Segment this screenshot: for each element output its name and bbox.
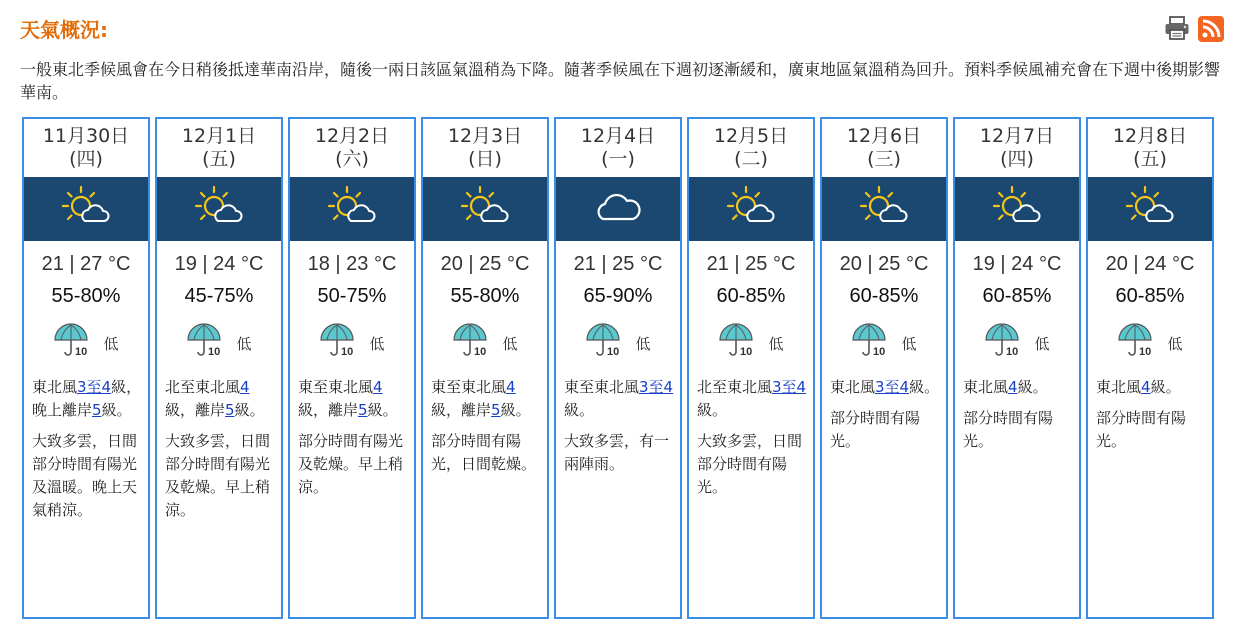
weather-icon-band — [822, 177, 946, 241]
date-label: 12月1日 — [181, 125, 257, 147]
wind-text: 級。 — [909, 378, 940, 396]
cloudy-icon — [591, 187, 645, 231]
weather-description: 部分時間有陽光。 — [1096, 409, 1187, 450]
umbrella-icon — [585, 322, 629, 362]
weekday-label: (日) — [468, 148, 502, 170]
weekday-label: (二) — [734, 148, 768, 170]
forecast-day — [554, 117, 682, 619]
date-label: 12月7日 — [979, 125, 1055, 147]
umbrella-icon — [186, 322, 230, 362]
humidity-range: 60-85% — [1115, 285, 1185, 307]
wind-forecast — [1088, 376, 1212, 399]
date-label: 12月3日 — [447, 125, 523, 147]
forecast-date — [423, 119, 547, 177]
weather-icon-band — [24, 177, 148, 241]
forecast-day — [22, 117, 150, 619]
sunny-periods-icon — [61, 185, 111, 233]
wind-force-link[interactable]: 5 — [92, 401, 102, 419]
svg-text:10: 10 — [1006, 346, 1019, 358]
weekday-label: (五) — [1133, 148, 1167, 170]
uv-level-label: 低 — [502, 334, 518, 353]
weather-icon-band — [290, 177, 414, 241]
forecast-date — [290, 119, 414, 177]
svg-text:10: 10 — [474, 346, 487, 358]
wind-force-link[interactable]: 4 — [506, 378, 516, 396]
temperature-range: 19 | 24 °C — [174, 253, 264, 275]
uv-index — [689, 322, 813, 362]
svg-text:10: 10 — [740, 346, 753, 358]
forecast-day — [1086, 117, 1214, 619]
wind-text: 級，離岸 — [165, 401, 226, 419]
wind-text: 級，離岸 — [431, 401, 492, 419]
weather-description: 部分時間有陽光。 — [830, 409, 921, 450]
uv-index — [423, 322, 547, 362]
wind-forecast — [689, 376, 813, 422]
date-label: 12月5日 — [713, 125, 789, 147]
wind-text: 東北風 — [963, 378, 1009, 396]
humidity-range: 60-85% — [849, 285, 919, 307]
temperature-range: 20 | 24 °C — [1105, 253, 1195, 275]
umbrella-icon — [1117, 322, 1161, 362]
sunny-periods-icon — [327, 185, 377, 233]
date-label: 12月6日 — [846, 125, 922, 147]
weekday-label: (一) — [601, 148, 635, 170]
forecast-date — [556, 119, 680, 177]
wind-text: 級。 — [500, 401, 531, 419]
sunny-periods-icon — [460, 185, 510, 233]
wind-force-link[interactable]: 5 — [225, 401, 235, 419]
toolbar — [1164, 16, 1224, 42]
wind-text: 級。 — [101, 401, 132, 419]
svg-text:10: 10 — [873, 346, 886, 358]
humidity-range: 60-85% — [982, 285, 1052, 307]
forecast-date — [822, 119, 946, 177]
sunny-periods-icon — [859, 185, 909, 233]
svg-text:10: 10 — [1139, 346, 1152, 358]
wind-text: 北至東北風 — [165, 378, 241, 396]
date-label: 12月4日 — [580, 125, 656, 147]
temperature-range: 18 | 23 °C — [307, 253, 397, 275]
weather-description: 部分時間有陽光，日間乾燥。 — [431, 432, 537, 473]
wind-text: 級，晚上離岸 — [32, 378, 142, 419]
wind-force-link[interactable]: 5 — [358, 401, 368, 419]
wind-text: 級。 — [564, 401, 595, 419]
sunny-periods-icon — [194, 185, 244, 233]
uv-level-label: 低 — [369, 334, 385, 353]
umbrella-icon — [851, 322, 895, 362]
forecast-day — [820, 117, 948, 619]
weather-description: 大致多雲，日間部分時間有陽光及乾燥。早上稍涼。 — [165, 432, 271, 519]
weekday-label: (四) — [69, 148, 103, 170]
forecast-day — [155, 117, 283, 619]
uv-level-label: 低 — [635, 334, 651, 353]
forecast-grid — [22, 117, 1222, 619]
wind-text: 級。 — [697, 401, 728, 419]
umbrella-icon — [984, 322, 1028, 362]
humidity-range: 65-90% — [583, 285, 653, 307]
wind-text: 級。 — [367, 401, 398, 419]
weekday-label: (三) — [867, 148, 901, 170]
wind-forecast — [290, 376, 414, 422]
weather-icon-band — [955, 177, 1079, 241]
uv-index — [1088, 322, 1212, 362]
umbrella-icon — [718, 322, 762, 362]
weather-description: 大致多雲，有一兩陣雨。 — [564, 432, 670, 473]
forecast-day — [953, 117, 1081, 619]
forecast-date — [955, 119, 1079, 177]
wind-forecast — [822, 376, 946, 399]
wind-forecast — [423, 376, 547, 422]
wind-text: 東至東北風 — [298, 378, 374, 396]
weather-icon-band — [423, 177, 547, 241]
humidity-range: 60-85% — [716, 285, 786, 307]
humidity-range: 55-80% — [51, 285, 121, 307]
wind-text: 級。 — [234, 401, 265, 419]
wind-force-link[interactable]: 3至4 — [875, 378, 910, 396]
wind-forecast — [157, 376, 281, 422]
sunny-periods-icon — [992, 185, 1042, 233]
wind-force-link[interactable]: 5 — [491, 401, 501, 419]
weather-icon-band — [689, 177, 813, 241]
svg-text:10: 10 — [75, 346, 88, 358]
humidity-range: 50-75% — [317, 285, 387, 307]
print-icon[interactable] — [1164, 16, 1190, 40]
rss-icon[interactable] — [1198, 16, 1224, 42]
forecast-day — [421, 117, 549, 619]
weather-description: 部分時間有陽光及乾燥。早上稍涼。 — [298, 432, 404, 496]
forecast-date — [1088, 119, 1212, 177]
weather-summary: 一般東北季候風會在今日稍後抵達華南沿岸，隨後一兩日該區氣溫稍為下降。隨著季候風在下週初逐漸緩和，廣東地區氣溫稍為回升。預料季候風補充會在下週中後期影響華南。 — [20, 60, 1221, 102]
temperature-range: 21 | 25 °C — [706, 253, 796, 275]
temperature-range: 21 | 25 °C — [573, 253, 663, 275]
temperature-range: 19 | 24 °C — [972, 253, 1062, 275]
weekday-label: (四) — [1000, 148, 1034, 170]
date-label: 12月2日 — [314, 125, 390, 147]
uv-level-label: 低 — [1167, 334, 1183, 353]
humidity-range: 55-80% — [450, 285, 520, 307]
uv-index — [290, 322, 414, 362]
wind-forecast — [955, 376, 1079, 399]
page-title: 天氣概況: — [20, 18, 108, 42]
forecast-day — [288, 117, 416, 619]
umbrella-icon — [53, 322, 97, 362]
humidity-range: 45-75% — [184, 285, 254, 307]
weather-description: 大致多雲，日間部分時間有陽光及溫暖。晚上天氣稍涼。 — [32, 432, 138, 519]
uv-index — [955, 322, 1079, 362]
wind-force-link[interactable]: 4 — [373, 378, 383, 396]
uv-index — [157, 322, 281, 362]
wind-text: 北至東北風 — [697, 378, 773, 396]
weekday-label: (五) — [202, 148, 236, 170]
forecast-date — [157, 119, 281, 177]
wind-force-link[interactable]: 3至4 — [77, 378, 112, 396]
svg-text:10: 10 — [341, 346, 354, 358]
wind-force-link[interactable]: 3至4 — [639, 378, 674, 396]
wind-force-link[interactable]: 4 — [240, 378, 250, 396]
uv-level-label: 低 — [901, 334, 917, 353]
weather-icon-band — [556, 177, 680, 241]
temperature-range: 20 | 25 °C — [839, 253, 929, 275]
wind-forecast — [24, 376, 148, 422]
uv-index — [24, 322, 148, 362]
date-label: 11月30日 — [42, 125, 130, 147]
wind-text: 東至東北風 — [431, 378, 507, 396]
weather-icon-band — [1088, 177, 1212, 241]
weekday-label: (六) — [335, 148, 369, 170]
uv-level-label: 低 — [768, 334, 784, 353]
uv-level-label: 低 — [1034, 334, 1050, 353]
forecast-date — [689, 119, 813, 177]
wind-text: 東北風 — [830, 378, 876, 396]
wind-text: 級。 — [1150, 378, 1181, 396]
weather-icon-band — [157, 177, 281, 241]
svg-text:10: 10 — [607, 346, 620, 358]
temperature-range: 20 | 25 °C — [440, 253, 530, 275]
wind-text: 級。 — [1017, 378, 1048, 396]
wind-text: 東北風 — [1096, 378, 1142, 396]
sunny-periods-icon — [726, 185, 776, 233]
umbrella-icon — [319, 322, 363, 362]
wind-force-link[interactable]: 4 — [1008, 378, 1018, 396]
forecast-date — [24, 119, 148, 177]
wind-text: 級，離岸 — [298, 401, 359, 419]
svg-text:10: 10 — [208, 346, 221, 358]
wind-forecast — [556, 376, 680, 422]
forecast-day — [687, 117, 815, 619]
sunny-periods-icon — [1125, 185, 1175, 233]
temperature-range: 21 | 27 °C — [41, 253, 131, 275]
date-label: 12月8日 — [1112, 125, 1188, 147]
weather-description: 大致多雲，日間部分時間有陽光。 — [697, 432, 803, 496]
umbrella-icon — [452, 322, 496, 362]
uv-index — [822, 322, 946, 362]
uv-index — [556, 322, 680, 362]
wind-force-link[interactable]: 3至4 — [772, 378, 807, 396]
weather-description: 部分時間有陽光。 — [963, 409, 1054, 450]
wind-text: 東北風 — [32, 378, 78, 396]
uv-level-label: 低 — [236, 334, 252, 353]
uv-level-label: 低 — [103, 334, 119, 353]
wind-force-link[interactable]: 4 — [1141, 378, 1151, 396]
wind-text: 東至東北風 — [564, 378, 640, 396]
header — [20, 10, 1224, 44]
